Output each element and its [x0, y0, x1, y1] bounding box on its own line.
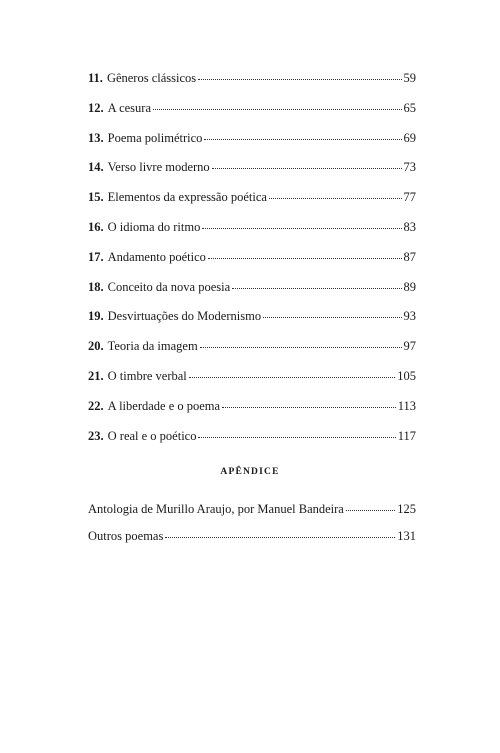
entry-title: A cesura [107, 100, 152, 115]
entry-number: 21. [88, 368, 104, 383]
entry-page-number: 73 [403, 160, 416, 175]
entry-number: 17. [88, 249, 104, 264]
entry-title: Teoria da imagem [107, 339, 198, 354]
toc-entry [88, 430, 416, 460]
entry-number: 14. [88, 160, 104, 175]
dot-leader [153, 109, 401, 110]
entry-page-number: 93 [403, 309, 416, 324]
toc-entry [88, 340, 416, 370]
toc-entry [88, 370, 416, 400]
entry-page-number: 83 [403, 219, 416, 234]
dot-leader [269, 198, 402, 199]
entry-title: O timbre verbal [107, 368, 187, 383]
entry-page-number: 131 [397, 529, 416, 543]
appendix-entry [88, 503, 416, 530]
entry-page-number: 105 [397, 368, 416, 383]
entry-page-number: 77 [403, 190, 416, 205]
entry-page-number: 125 [397, 502, 416, 516]
entry-page-number: 117 [397, 428, 416, 443]
entry-number: 16. [88, 219, 104, 234]
entry-number: 22. [88, 398, 104, 413]
entry-title: Desvirtuações do Modernismo [107, 309, 262, 324]
dot-leader [204, 139, 401, 140]
entry-number: 18. [88, 279, 104, 294]
dot-leader [189, 377, 395, 378]
entry-page-number: 113 [397, 398, 416, 413]
appendix-list [88, 503, 416, 557]
entry-number: 11. [88, 71, 103, 85]
entry-number: 20. [88, 339, 104, 354]
dot-leader [202, 228, 401, 229]
entry-page-number: 87 [403, 249, 416, 264]
dot-leader [263, 317, 401, 318]
dot-leader [208, 258, 402, 259]
entry-number: 13. [88, 130, 104, 145]
appendix-entry [88, 530, 416, 557]
toc-entry [88, 132, 416, 162]
entry-title: O idioma do ritmo [107, 219, 201, 234]
toc-entry [88, 161, 416, 191]
dot-leader [165, 537, 395, 538]
toc-entry [88, 281, 416, 311]
table-of-contents [88, 72, 416, 459]
entry-page-number: 65 [403, 100, 416, 115]
entry-page-number: 89 [403, 279, 416, 294]
entry-number: 12. [88, 100, 104, 115]
dot-leader [198, 437, 395, 438]
toc-entry [88, 251, 416, 281]
entry-page-number: 59 [403, 71, 416, 85]
entry-number: 15. [88, 190, 104, 205]
entry-title: Outros poemas [88, 529, 164, 543]
entry-title: Andamento poético [107, 249, 206, 264]
entry-page-number: 97 [403, 339, 416, 354]
entry-title: Conceito da nova poesia [107, 279, 231, 294]
dot-leader [222, 407, 396, 408]
entry-number: 23. [88, 428, 104, 443]
dot-leader [198, 79, 401, 80]
dot-leader [212, 168, 402, 169]
entry-title: Poema polimétrico [107, 130, 203, 145]
entry-title: Elementos da expressão poética [107, 190, 267, 205]
toc-entry [88, 72, 416, 102]
entry-title: Antologia de Murillo Araujo, por Manuel Bandeira [88, 502, 344, 516]
entry-title: Verso livre moderno [107, 160, 210, 175]
toc-entry [88, 191, 416, 221]
dot-leader [200, 347, 402, 348]
entry-page-number: 69 [403, 130, 416, 145]
entry-title: A liberdade e o poema [107, 398, 221, 413]
entry-title: Gêneros clássicos [106, 71, 197, 85]
toc-entry [88, 400, 416, 430]
dot-leader [346, 510, 395, 511]
toc-entry [88, 102, 416, 132]
entry-title: O real e o poético [107, 428, 197, 443]
entry-number: 19. [88, 309, 104, 324]
toc-entry [88, 310, 416, 340]
toc-entry [88, 221, 416, 251]
appendix-heading: APÊNDICE [220, 467, 280, 477]
dot-leader [232, 288, 401, 289]
